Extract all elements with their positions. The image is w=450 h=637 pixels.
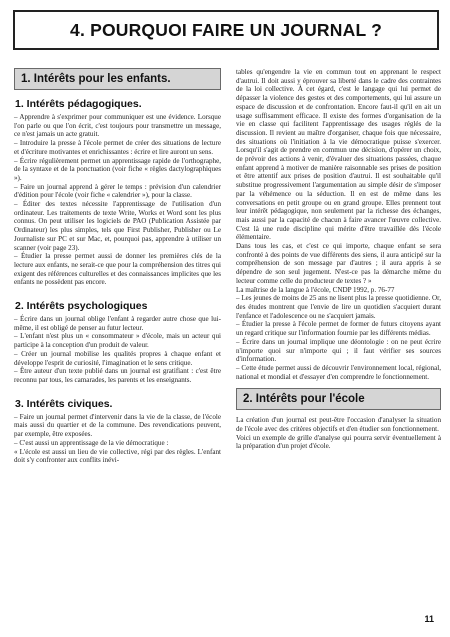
page-number: 11 <box>424 614 434 624</box>
page-title: 4. POURQUOI FAIRE UN JOURNAL ? <box>70 19 382 40</box>
paragraph-civiques: – Faire un journal permet d'intervenir dans la vie de la classe, de l'école mais aussi du quartier et de la commune. Des revendications peuvent, par exemple, être exposées. – C'est aussi un apprentissage de la vie démocratique : « L'école est aussi un lieu de vie collective, régi par des règles. L'enfant doit s'y confronter aux conflits inévi- <box>14 412 221 465</box>
right-column <box>236 68 441 451</box>
subheading-civiques: 3. Intérêts civiques. <box>15 397 113 410</box>
subheading-psychologiques: 2. Intérêts psychologiques <box>15 300 148 313</box>
section-heading-ecole: 2. Intérêts pour l'école <box>236 388 441 410</box>
paragraph-pedagogiques: – Apprendre à s'exprimer pour communiquer est une évidence. Lorsque l'on parle ou que l'on écrit, c'est toujours pour transmettre un message, ce n'est jamais un acte gratuit. – Introduire la presse à l'école permet de créer des situations de lecture et d'écriture motivantes et enrichissantes : écrire et lire auront un sens. – Écrire régulièrement permet un apprentissage rapide de l'orthographe, de la syntaxe et de la ponctuation (voir fiche « règles dactylographiques »). – Faire un journal apprend à gérer le temps : prévision d'un calendrier d'édition pour l'école (voir fiche « calendrier »), pour la classe. – Éditer des textes nécessite l'apprentissage de l'utilisation d'un ordinateur. Les traitements de texte Write, Works et Word sont les plus connus. On peut utiliser les logiciels de PAO (Publication Assistée par Ordinateur) les plus simples, tels que First Publisher, Publisher ou Le Journaliste sur PC et sur Mac, et, pourquoi pas, apprendre à utiliser un scanner (voir page 23). – Étudier la presse permet aussi de donner les premières clés de la lecture aux enfants, ne serait-ce que pour la compréhension des titres qui exigent des références culturelles et des connaissances implicites que les enfants ne possèdent pas encore. <box>14 113 221 287</box>
left-column <box>14 68 221 465</box>
section-heading-enfants: 1. Intérêts pour les enfants. <box>14 68 221 90</box>
paragraph-ecole: La création d'un journal est peut-être l'occasion d'analyser la situation de l'école avec des critères objectifs et d'en étudier son fonctionnement. Voici un exemple de grille d'analyse qui pourra servir éventuellement à la préparation d'un projet d'école. <box>236 416 441 451</box>
page-title-box <box>13 10 439 50</box>
subheading-pedagogiques: 1. Intérêts pédagogiques. <box>15 98 142 110</box>
paragraph-continuation: tables qu'engendre la vie en commun tout en apprenant le respect d'autrui. Il doit aussi y éprouver sa liberté dans le cadre des contraintes de la loi collective. À cet égard, c'est le langage qui lui permet de dépasser la violence des gestes et des comportements, qui lui assure un espace de discussion et de confrontation. Encore faut-il qu'il en ait un usage suffisamment efficace. Il existe des formes d'organisation de la vie en classe qui facilitent l'apprentissage des usages réglés de la discussion. Il revient au maître d'organiser, chaque fois que nécessaire, des situations où l'initiation à la vie démocratique puisse s'exercer. Lorsqu'il s'agit de prendre en commun une décision, d'opérer un choix, de prévoir des actions à venir, d'évaluer des situations passées, chaque enfant apprend à motiver de manière raisonnable ses prises de position et être attentif aux prises de position d'autrui. Il est souhaitable qu'il substitue progressivement l'argumentation au simple désir de s'imposer par la véhémence ou la séduction. Il en est de même dans les conversations en petit groupe ou en grand groupe. Elles prennent tout leur intérêt pédagogique, non seulement par la richesse des échanges, mais aussi par la capacité de chacun à faire avancer l'œuvre collective. C'est là une rude discipline qui mérite d'être travaillée dès l'école élémentaire. Dans tous les cas, et c'est ce qui importe, chaque enfant se sera confronté à des points de vue différents des siens, il aura anticipé sur la compréhension de son message par d'autres ; il aura appris à se dépendre de son seul jugement. N'est-ce pas la démarche même du lecteur comme celle du producteur de textes ? » La maîtrise de la langue à l'école, CNDP 1992, p. 76-77 – Les jeunes de moins de 25 ans ne lisent plus la presse quotidienne. Or, des études montrent que l'envie de lire un quotidien s'acquiert durant l'enfance et l'adolescence ou ne s'acquiert jamais. – Étudier la presse à l'école permet de former de futurs citoyens ayant un regard critique sur l'information fournie par les différents médias. – Écrire dans un journal implique une déontologie : on ne peut écrire n'importe quoi sur n'importe qui ; il faut vérifier ses sources d'information. – Cette étude permet aussi de découvrir l'environnement local, régional, national et mondial et d'essayer d'en comprendre le fonctionnement. <box>236 68 441 381</box>
paragraph-psychologiques: – Écrire dans un journal oblige l'enfant à regarder autre chose que lui-même, il est obligé de penser au futur lecteur. – L'enfant n'est plus un « consommateur » d'école, mais un acteur qui participe à la conception d'un produit de valeur. – Créer un journal mobilise les qualités propres à chaque enfant et développe l'esprit de curiosité, l'imagination et le sens critique. – Être auteur d'un texte publié dans un journal est gratifiant : c'est être reconnu par tous, les camarades, les parents et les enseignants. <box>14 315 221 384</box>
